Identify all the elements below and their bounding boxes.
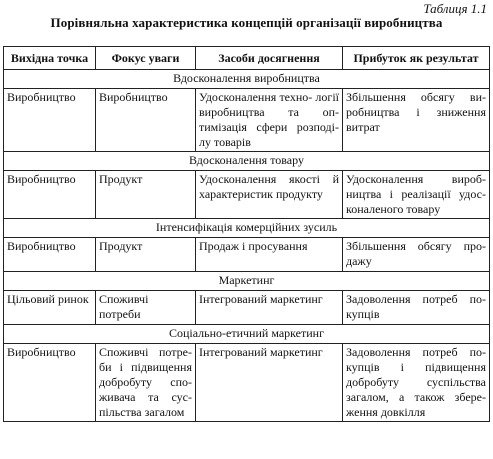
- section-row: [4, 152, 490, 171]
- table-row: [4, 89, 490, 152]
- section-row: [4, 219, 490, 238]
- section-title: Вдосконалення товару: [4, 152, 490, 171]
- section-row: [4, 272, 490, 291]
- section-row: [4, 70, 490, 89]
- header-means: Засоби досягнення: [196, 47, 343, 70]
- section-title: Соціально-етичний маркетинг: [4, 325, 490, 344]
- header-focus: Фокус уваги: [96, 47, 196, 70]
- cell-means: Інтегрований маркетинг: [196, 344, 343, 422]
- section-row: [4, 325, 490, 344]
- table-caption: Таблиця 1.1: [423, 1, 487, 16]
- header-start-point: Вихідна точка: [4, 47, 96, 70]
- section-title: Інтенсифікація комерційних зусиль: [4, 219, 490, 238]
- table-row: [4, 344, 490, 422]
- cell-profit: Задоволення потреб по- купців: [343, 291, 490, 325]
- cell-focus: Споживчі потреби: [96, 291, 196, 325]
- cell-focus: Виробництво: [96, 89, 196, 152]
- cell-start-point: Виробництво: [4, 238, 96, 272]
- cell-means: Інтегрований маркетинг: [196, 291, 343, 325]
- cell-start-point: Виробництво: [4, 171, 96, 219]
- cell-focus: Споживчі потре- би і підвищення добробуту спо- живача та сус- пільства загалом: [96, 344, 196, 422]
- cell-profit: Удосконалення вироб- ництва і реалізації удос- коналеного товару: [343, 171, 490, 219]
- table-row: [4, 291, 490, 325]
- table-row: [4, 238, 490, 272]
- table-row: [4, 171, 490, 219]
- header-row: [4, 47, 490, 70]
- comparison-table: [3, 46, 490, 422]
- table-title: Порівняльна характеристика концепцій організації виробництва: [50, 15, 443, 30]
- cell-start-point: Виробництво: [4, 344, 96, 422]
- cell-start-point: Цільовий ринок: [4, 291, 96, 325]
- header-profit: Прибуток як результат: [343, 47, 490, 70]
- section-title: Маркетинг: [4, 272, 490, 291]
- cell-means: Удосконалення техно- логії виробництва та оп- тимізація сфери розподі- лу товарів: [196, 89, 343, 152]
- cell-start-point: Виробництво: [4, 89, 96, 152]
- cell-profit: Збільшення обсягу ви- робництва і зниження витрат: [343, 89, 490, 152]
- cell-means: Удосконалення якості й характеристик продукту: [196, 171, 343, 219]
- section-title: Вдосконалення виробництва: [4, 70, 490, 89]
- cell-profit: Задоволення потреб по- купців і підвищення добробуту суспільства загалом, а також збере- ження довкілля: [343, 344, 490, 422]
- cell-focus: Продукт: [96, 238, 196, 272]
- cell-focus: Продукт: [96, 171, 196, 219]
- cell-means: Продаж і просування: [196, 238, 343, 272]
- cell-profit: Збільшення обсягу про- дажу: [343, 238, 490, 272]
